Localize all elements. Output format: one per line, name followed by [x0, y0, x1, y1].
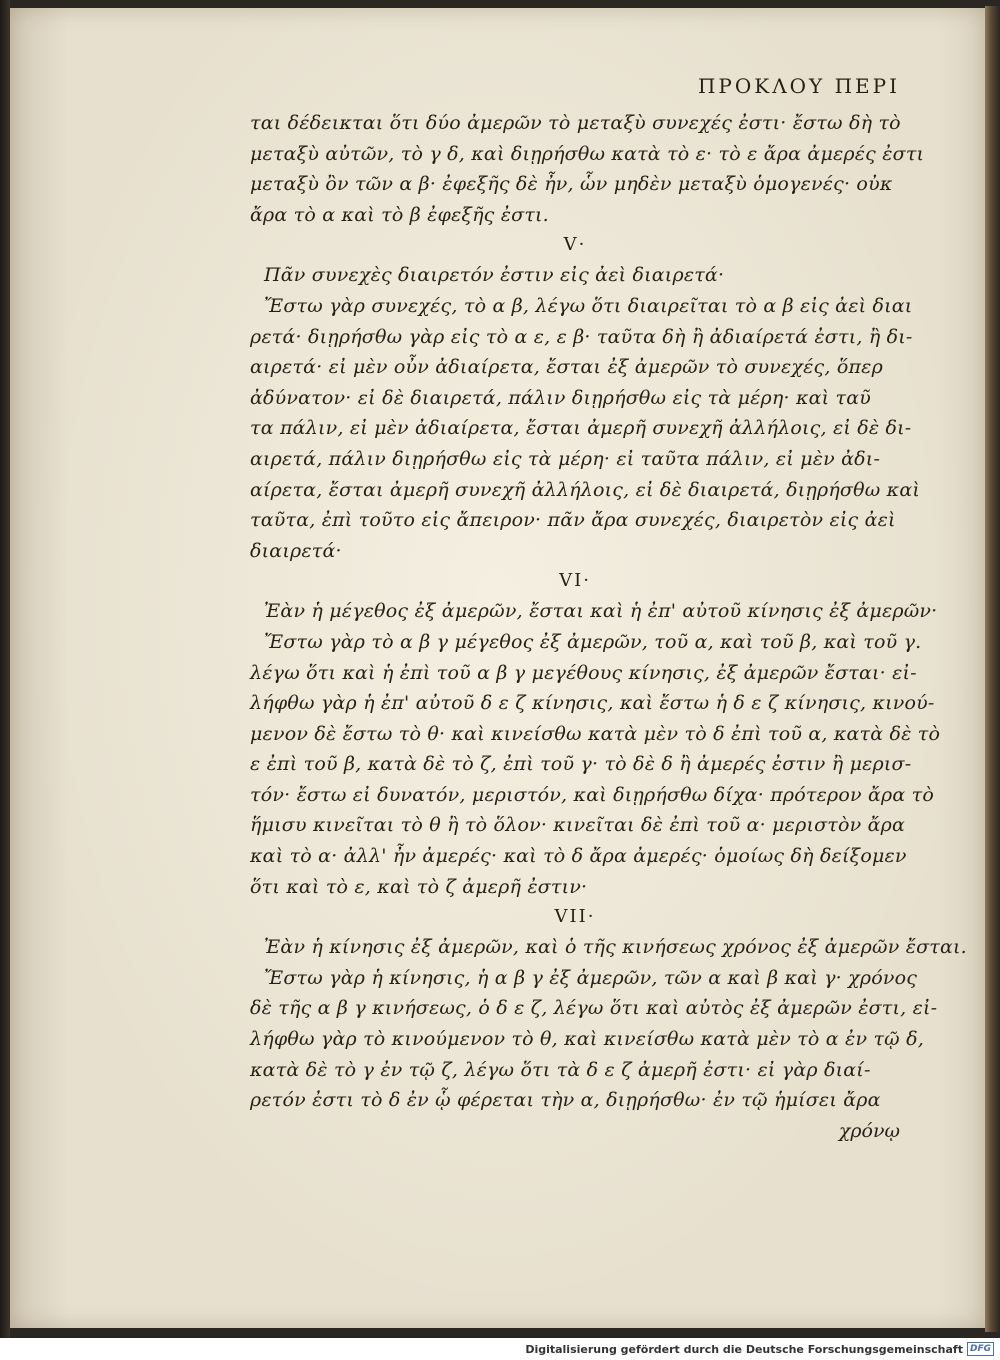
text-line: δὲ τῆς α β γ κινήσεως, ὁ δ ε ζ, λέγω ὅτι καὶ αὐτὸς ἐξ ἀμερῶν ἐστι, εἰ-	[250, 997, 938, 1020]
text-line: ταῦτα, ἐπὶ τοῦτο εἰς ἄπειρον· πᾶν ἄρα συνεχές, διαιρετὸν εἰς ἀεὶ	[250, 509, 896, 532]
text-line: μεταξὺ αὐτῶν, τὸ γ δ, καὶ διῃρήσθω κατὰ τὸ ε· τὸ ε ἄρα ἀμερές ἐστι	[250, 142, 925, 165]
text-line: ε ἐπὶ τοῦ β, κατὰ δὲ τὸ ζ, ἐπὶ τοῦ γ· τὸ δὲ δ ἢ ἀμερές ἐστιν ἢ μερισ-	[250, 753, 912, 776]
text-line: Ἐὰν ἡ μέγεθος ἐξ ἀμερῶν, ἔσται καὶ ἡ ἐπ' αὐτοῦ κίνησις ἐξ ἀμερῶν·	[264, 600, 938, 623]
text-line: κατὰ δὲ τὸ γ ἐν τῷ ζ, λέγω ὅτι τὰ δ ε ζ ἀμερῆ ἐστι· εἰ γὰρ διαί-	[250, 1058, 871, 1081]
text-line: ρετόν ἐστι τὸ δ ἐν ᾧ φέρεται τὴν α, διῃρήσθω· ἐν τῷ ἡμίσει ἄρα	[250, 1089, 881, 1112]
text-line: ρετά· διῃρήσθω γὰρ εἰς τὸ α ε, ε β· ταῦτα δὴ ἢ ἀδιαίρετά ἐστι, ἢ δι-	[250, 325, 913, 348]
text-line: Ἔστω γὰρ συνεχές, τὸ α β, λέγω ὅτι διαιρεῖται τὸ α β εἰς ἀεὶ διαι	[264, 294, 913, 317]
book-board-edge	[0, 0, 10, 1338]
page-fore-edge	[985, 6, 1000, 1332]
text-line: ἀδύνατον· εἰ δὲ διαιρετά, πάλιν διῃρήσθω εἰς τὰ μέρη· καὶ ταῦ	[250, 386, 872, 409]
section-number: V·	[563, 234, 587, 256]
funding-credit: Digitalisierung gefördert durch die Deutsche Forschungsgemeinschaft	[525, 1342, 963, 1356]
text-line: αιρετά· εἰ μὲν οὖν ἀδιαίρετα, ἔσται ἐξ ἀμερῶν τὸ συνεχές, ὅπερ	[250, 356, 883, 379]
text-line: Ἐὰν ἡ κίνησις ἐξ ἀμερῶν, καὶ ὁ τῆς κινήσεως χρόνος ἐξ ἀμερῶν ἔσται.	[264, 936, 967, 959]
text-line: Ἔστω γὰρ ἡ κίνησις, ἡ α β γ ἐξ ἀμερῶν, τῶν α καὶ β καὶ γ· χρόνος	[264, 966, 918, 989]
digitization-footer	[0, 1338, 1000, 1360]
text-line: ται δέδεικται ὅτι δύο ἀμερῶν τὸ μεταξὺ συνεχές ἐστι· ἔστω δὴ τὸ	[250, 112, 901, 134]
text-line: λέγω ὅτι καὶ ἡ ἐπὶ τοῦ α β γ μεγέθους κίνησις, ἐξ ἀμερῶν ἔσται· εἰ-	[250, 661, 917, 684]
text-line: ἄρα τὸ α καὶ τὸ β ἐφεξῆς ἐστι.	[250, 203, 549, 226]
text-line: τα πάλιν, εἰ μὲν ἀδιαίρετα, ἔσται ἀμερῆ συνεχῆ ἀλλήλοις, εἰ δὲ δι-	[250, 417, 912, 440]
text-line: τόν· ἔστω εἰ δυνατόν, μεριστόν, καὶ διῃρήσθω δίχα· πρότερον ἄρα τὸ	[250, 783, 935, 806]
text-line: μενον δὲ ἔστω τὸ θ· καὶ κινείσθω κατὰ μὲν τὸ δ ἐπὶ τοῦ α, κατὰ δὲ τὸ	[250, 722, 941, 745]
text-line: μεταξὺ ὂν τῶν α β· ἐφεξῆς δὲ ἦν, ὧν μηδὲν μεταξὺ ὁμογενές· οὐκ	[250, 173, 893, 196]
text-line: καὶ τὸ α· ἀλλ' ἦν ἀμερές· καὶ τὸ δ ἄρα ἀμερές· ὁμοίως δὴ δείξομεν	[250, 845, 907, 868]
text-line: Ἔστω γὰρ τὸ α β γ μέγεθος ἐξ ἀμερῶν, τοῦ α, καὶ τοῦ β, καὶ τοῦ γ.	[264, 630, 922, 653]
text-line: αιρετά, πάλιν διῃρήσθω εἰς τὰ μέρη· εἰ ταῦτα πάλιν, εἰ μὲν ἀδι-	[250, 447, 881, 470]
text-line: διαιρετά·	[250, 539, 342, 562]
text-line: ὅτι καὶ τὸ ε, καὶ τὸ ζ ἀμερῆ ἐστιν·	[250, 875, 588, 898]
section-number: VII·	[554, 906, 596, 928]
text-line: λήφθω γὰρ ἡ ἐπ' αὐτοῦ δ ε ζ κίνησις, καὶ ἔστω ἡ δ ε ζ κίνησις, κινού-	[250, 692, 935, 715]
page-text-block	[250, 68, 967, 1146]
text-line: αίρετα, ἔσται ἀμερῆ συνεχῆ ἀλλήλοις, εἰ δὲ διαιρετά, διῃρήσθω καὶ	[250, 478, 921, 501]
running-head: ΠΡΟΚΛΟΥ ΠΕΡΙ	[697, 74, 900, 98]
section-number: VI·	[559, 570, 591, 592]
catchword: χρόνῳ	[838, 1119, 900, 1142]
text-line: Πᾶν συνεχὲς διαιρετόν ἐστιν εἰς ἀεὶ διαιρετά·	[264, 264, 725, 287]
body-text	[250, 108, 967, 1116]
dfg-logo-icon: DFG	[967, 1342, 994, 1356]
text-line: λήφθω γὰρ τὸ κινούμενον τὸ θ, καὶ κινείσθω κατὰ μὲν τὸ α ἐν τῷ δ,	[250, 1028, 924, 1051]
text-line: ἥμισυ κινεῖται τὸ θ ἢ τὸ ὅλον· κινεῖται δὲ ἐπὶ τοῦ α· μεριστὸν ἄρα	[250, 814, 906, 837]
